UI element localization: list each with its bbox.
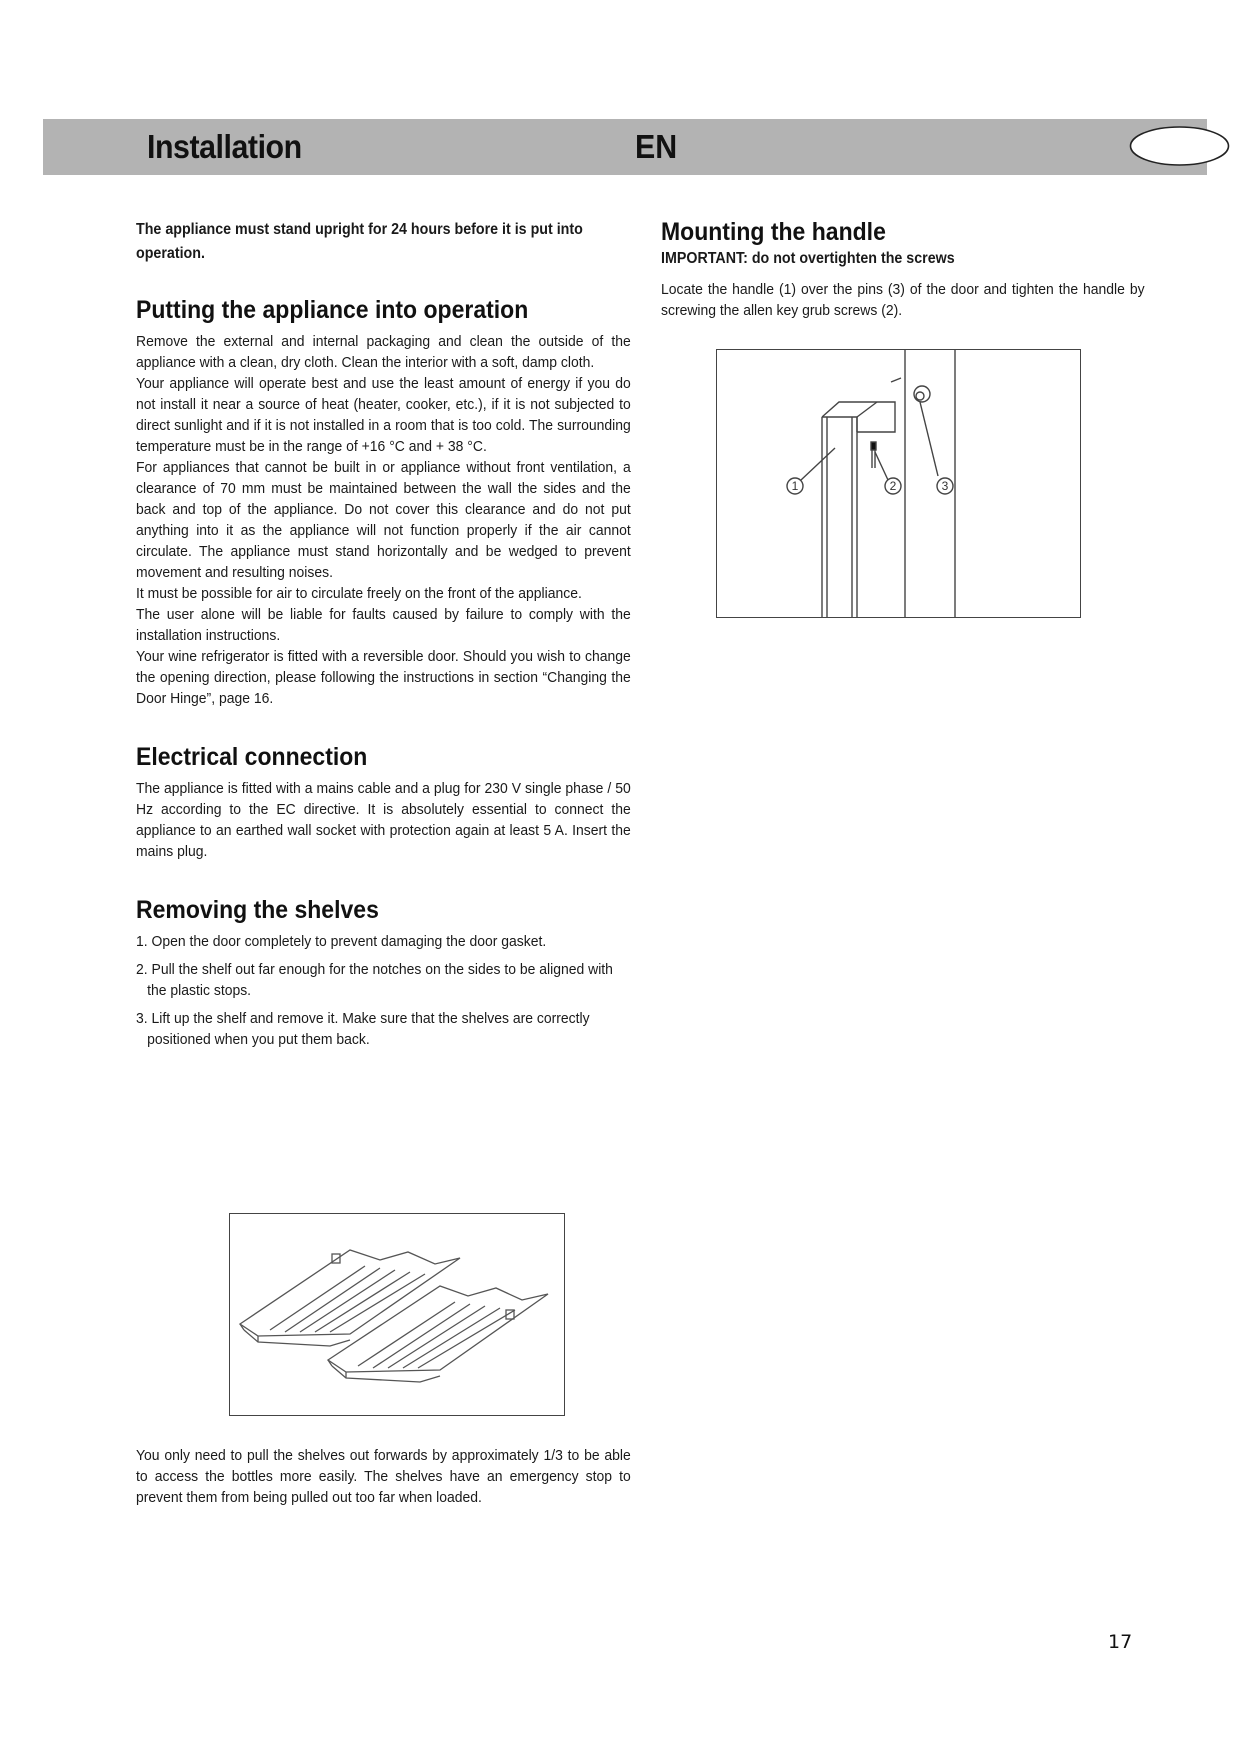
electrical-heading: Electrical connection bbox=[136, 743, 368, 771]
list-item: 2. Pull the shelf out far enough for the notches on the sides to be aligned with the plastic stops. bbox=[136, 961, 613, 999]
shelves-drawing bbox=[230, 1214, 564, 1415]
shelves-illustration bbox=[229, 1213, 565, 1416]
page-title: Installation bbox=[147, 128, 302, 165]
electrical-paragraph: The appliance is fitted with a mains cable and a plug for 230 V single phase / 50 Hz according to the EC directive. It is absolutely essential to connect the appliance to an earthed wall socket with protection again at least 5 A. Insert the mains plug. bbox=[136, 780, 631, 860]
list-item: 3. Lift up the shelf and remove it. Make sure that the shelves are correctly positioned when you put them back. bbox=[136, 1010, 590, 1048]
shelves-note: You only need to pull the shelves out forwards by approximately 1/3 to be able to access the bottles more easily. The shelves have an emergency stop to prevent them from being pulled out too far when loaded. bbox=[136, 1447, 631, 1506]
header-bar bbox=[43, 119, 1207, 175]
handle-important: IMPORTANT: do not overtighten the screws bbox=[661, 250, 955, 267]
operation-paragraph: Your wine refrigerator is fitted with a reversible door. Should you wish to change the opening direction, please following the instructions in section “Changing the Door Hinge”, page 16. bbox=[136, 648, 631, 707]
callout-2: 2 bbox=[889, 479, 897, 493]
handle-heading: Mounting the handle bbox=[661, 218, 886, 246]
operation-paragraph: The user alone will be liable for faults caused by failure to comply with the installation instructions. bbox=[136, 606, 631, 644]
callout-3: 3 bbox=[941, 479, 949, 493]
callout-1: 1 bbox=[791, 479, 799, 493]
shelves-heading: Removing the shelves bbox=[136, 896, 379, 924]
operation-paragraph: For appliances that cannot be built in or appliance without front ventilation, a clearance of 70 mm must be maintained between the wall the sides and the back and top of the appliance. Do not cover this clearance and do not put anything into it as the appliance will not function properly if the air cannot circulate. The appliance must stand horizontally and be wedged to prevent movement and resulting noises. bbox=[136, 459, 631, 581]
language-label: EN bbox=[635, 128, 678, 165]
operation-heading: Putting the appliance into operation bbox=[136, 296, 529, 324]
operation-paragraph: It must be possible for air to circulate freely on the front of the appliance. bbox=[136, 585, 582, 602]
handle-drawing bbox=[717, 350, 1080, 617]
intro-warning: The appliance must stand upright for 24 hours before it is put into operation. bbox=[136, 221, 583, 262]
shelves-steps bbox=[136, 931, 626, 1050]
operation-paragraph: Your appliance will operate best and use the least amount of energy if you do not install it near a source of heat (heater, cooker, etc.), if it is not subjected to direct sunlight and if it is not installed in a room that is too cold. The surrounding temperature must be in the range of +16 °C and + 38 °C. bbox=[136, 375, 631, 455]
list-item: 1. Open the door completely to prevent damaging the door gasket. bbox=[136, 933, 547, 950]
handle-paragraph: Locate the handle (1) over the pins (3) of the door and tighten the handle by screwing the allen key grub screws (2). bbox=[661, 281, 1145, 319]
operation-paragraph: Remove the external and internal packaging and clean the outside of the appliance with a clean, dry cloth. Clean the interior with a soft, damp cloth. bbox=[136, 333, 631, 371]
page-number: 17 bbox=[1108, 1631, 1133, 1653]
right-column bbox=[661, 218, 1145, 321]
oval-badge-icon bbox=[1128, 124, 1231, 168]
left-column bbox=[136, 218, 631, 1057]
handle-illustration bbox=[716, 349, 1081, 618]
